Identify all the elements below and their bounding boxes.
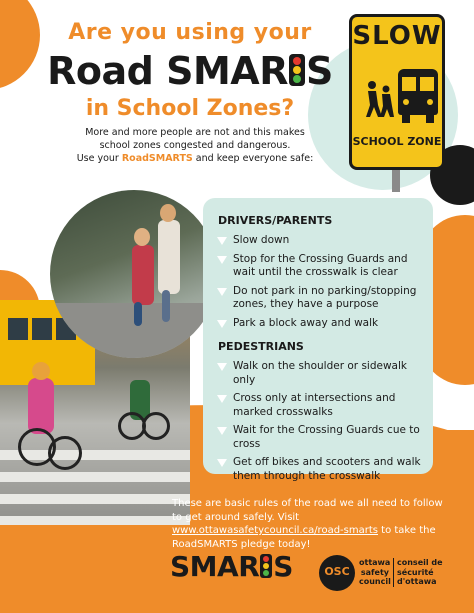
list-item: Park a block away and walk [217, 317, 427, 331]
pedestrians-list [217, 360, 427, 488]
children-walking-icon [362, 79, 396, 119]
traffic-light-icon [289, 54, 305, 86]
smarts-logo-s: S [273, 550, 293, 583]
osc-en-line: council [359, 577, 391, 586]
pedestrians-title: PEDESTRIANS [218, 340, 304, 353]
osc-logo-icon [319, 555, 355, 591]
headline-line-1: Are you using your [68, 20, 312, 45]
sign-post [392, 170, 400, 192]
osc-en-line: safety [360, 567, 389, 577]
footer-text-start: These are basic rules of the road we all need to follow to get around safely. Visit [172, 498, 443, 523]
osc-fr-line: conseil de [397, 558, 443, 567]
list-item: Wait for the Crossing Guards cue to cross [217, 424, 427, 451]
drivers-title: DRIVERS/PARENTS [218, 214, 333, 227]
headline-line-2 [30, 48, 350, 94]
school-zone-sign [349, 14, 445, 170]
list-item: Slow down [217, 234, 427, 248]
headline-road-smar: Road SMAR [47, 49, 288, 93]
footer-text-end: to take the RoadSMARTS pledge today! [172, 525, 436, 550]
osc-en-line: ottawa [359, 558, 391, 567]
smarts-logo [170, 550, 293, 583]
list-item: Cross only at intersections and marked crosswalks [217, 392, 427, 419]
list-item: Do not park in no parking/stopping zones, they have a purpose [217, 285, 427, 312]
headline [30, 18, 350, 124]
headline-s: S [305, 49, 333, 93]
headline-line-3: in School Zones? [85, 96, 295, 121]
intro-text [60, 126, 330, 165]
drivers-list [217, 234, 427, 335]
osc-fr-line: sécurité [397, 567, 434, 577]
intro-line-2: school zones congested and dangerous. [99, 140, 291, 151]
smarts-logo-text: SMAR [170, 550, 260, 583]
osc-fr-line: d'ottawa [397, 577, 437, 586]
list-item: Get off bikes and scooters and walk them through the crosswalk [217, 456, 427, 483]
photo-children-walking [50, 190, 218, 358]
sign-school-zone-text: SCHOOL ZONE [352, 135, 442, 148]
list-item: Stop for the Crossing Guards and wait until the crosswalk is clear [217, 253, 427, 280]
traffic-light-icon [260, 554, 272, 578]
osc-name-english [359, 558, 389, 587]
intro-line-3 [60, 152, 330, 165]
intro-line-3-start: Use your [76, 153, 122, 164]
road-smarts-link[interactable]: www.ottawasafetycouncil.ca/road-smarts [172, 525, 378, 536]
intro-line-1: More and more people are not and this makes [85, 127, 305, 138]
safety-rules-panel [203, 198, 433, 482]
school-bus-icon [398, 69, 438, 115]
sign-slow-text: SLOW [352, 21, 442, 51]
footer-text [172, 497, 444, 551]
osc-logo-letters: OSC [324, 565, 350, 578]
intro-line-3-end: and keep everyone safe: [192, 153, 314, 164]
intro-brand: RoadSMARTS [121, 153, 193, 164]
osc-name-french [393, 558, 443, 587]
list-item: Walk on the shoulder or sidewalk only [217, 360, 427, 387]
